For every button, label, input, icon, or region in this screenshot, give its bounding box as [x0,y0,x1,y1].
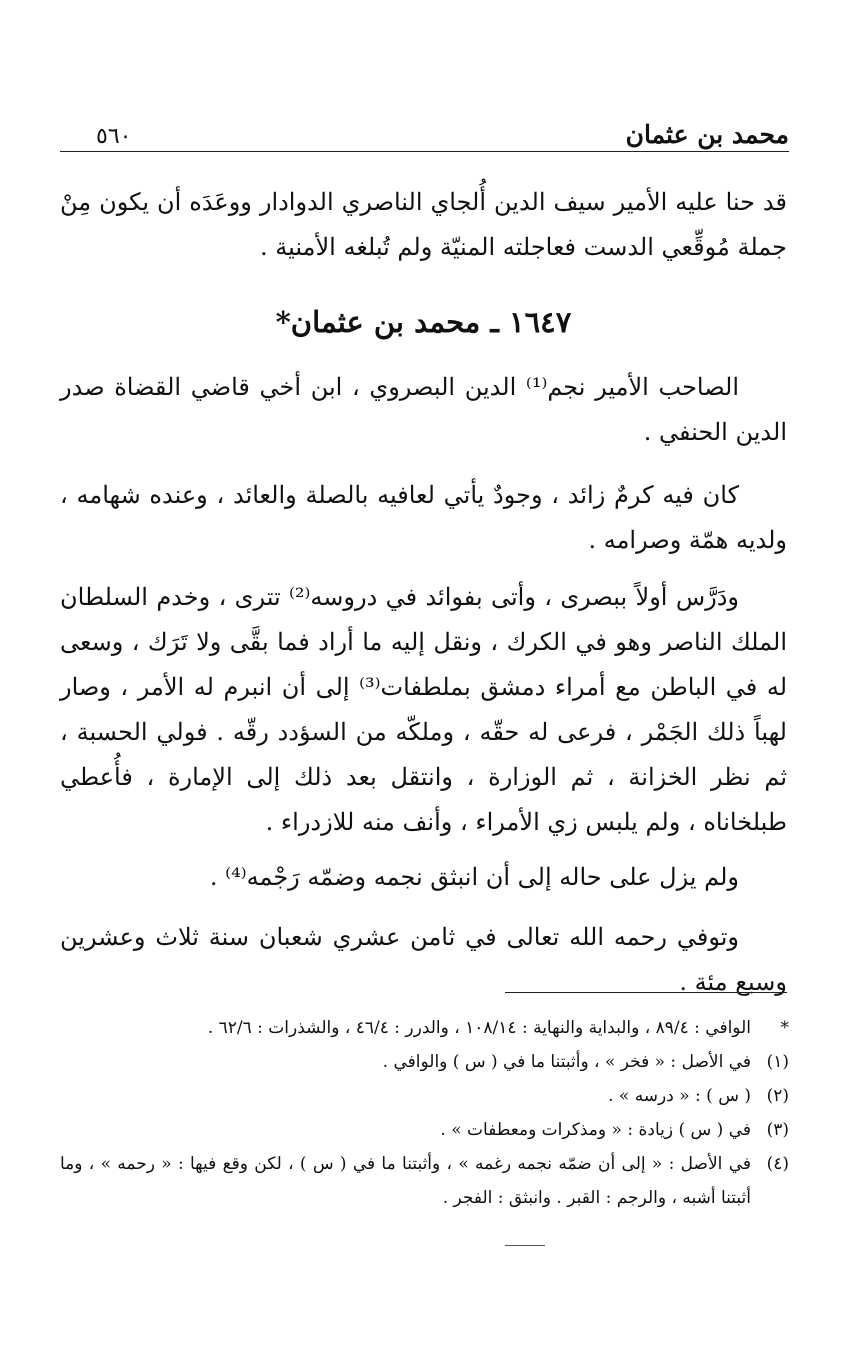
running-title: محمد بن عثمان [625,120,789,149]
footnote-text: في الأصل : « فخر » ، وأثبتنا ما في ( س ) والوافي . [382,1052,751,1072]
header-rule [60,151,789,152]
entry-heading: ١٦٤٧ ـ محمد بن عثمان* [275,305,572,339]
footnote [60,1147,789,1215]
footnote [60,1113,789,1147]
entry-paragraph-text: ودَرَّس أولاً ببصرى ، وأتى بفوائد في دروسه⁽²⁾ تترى ، وخدم السلطان الملك الناصر وهو في الكرك ، ونقل إليه ما أراد فما بقَّى ولا تَرَك ، وسعى له في الباطن مع أمراء دمشق بملطفات⁽³⁾ إلى أن انبرم له الأمر ، وصار لهباً ذلك الجَمْر ، فرعى له حقّه ، وملكّه من السؤدد رقّه . فولي الحسبة ، ثم نظر الخزانة ، ثم الوزارة ، وانتقل بعد ذلك إلى الإمارة ، فأُعطي طبلخاناه ، ولم يلبس زي الأمراء ، وأنف منه للازدراء . [60,583,788,836]
entry-paragraph-text: وتوفي رحمه الله تعالى في ثامن عشري شعبان سنة ثلاث وعشرين وسبع مئة . [60,923,787,996]
footnote-marker: * [780,1018,789,1038]
entry-paragraph-text: الصاحب الأمير نجم⁽¹⁾ الدين البصروي ، ابن أخي قاضي القضاة صدر الدين الحنفي . [60,373,787,446]
entry-paragraph-text: كان فيه كرمٌ زائد ، وجودٌ يأتي لعافيه بالصلة والعائد ، وعنده شهامه ، ولديه همّة وصرامه . [60,481,787,554]
footnote-text: الوافي : ٨٩/٤ ، والبداية والنهاية : ١٠٨/١٤ ، والدرر : ٤٦/٤ ، والشذرات : ٦٢/٦ . [207,1018,751,1038]
footnote-marker: (٤) [766,1154,789,1174]
footnote-separator [505,992,787,993]
continuation-text: قد حنا عليه الأمير سيف الدين أُلجاي الناصري الدوادار ووعَدَه أن يكون مِنْ جملة مُوقِّعي الدست فعاجلته المنيّة ولم تُبلغه الأمنية . [60,188,787,261]
end-rule [505,1245,545,1246]
footnote [60,1079,789,1113]
footnote-text: ( س ) : « درسه » . [608,1086,751,1106]
continuation-paragraph [60,180,787,270]
footnote-marker: (٣) [766,1120,789,1140]
footnote [60,1011,789,1045]
entry-paragraph-1 [60,365,787,455]
footnote-marker: (١) [766,1052,789,1072]
entry-paragraph-3 [60,575,787,845]
entry-paragraph-4 [60,855,787,900]
footnote [60,1045,789,1079]
page-number: ٥٦٠ [96,124,132,149]
footnote-text: في ( س ) زيادة : « ومذكرات ومعطفات » . [440,1120,751,1140]
footnote-marker: (٢) [766,1086,789,1106]
entry-paragraph-2 [60,473,787,563]
entry-paragraph-text: ولم يزل على حاله إلى أن انبثق نجمه وضمّه رَجْمه⁽⁴⁾ . [209,863,739,891]
running-head [60,118,789,152]
footnote-text: في الأصل : « إلى أن ضمّه نجمه رغمه » ، وأثبتنا ما في ( س ) ، لكن وقع فيها : « رحمه » ، وما أثبتنا أشبه ، والرجم : القبر . وانبثق : الفجر . [60,1154,751,1208]
footnotes [60,1011,789,1215]
